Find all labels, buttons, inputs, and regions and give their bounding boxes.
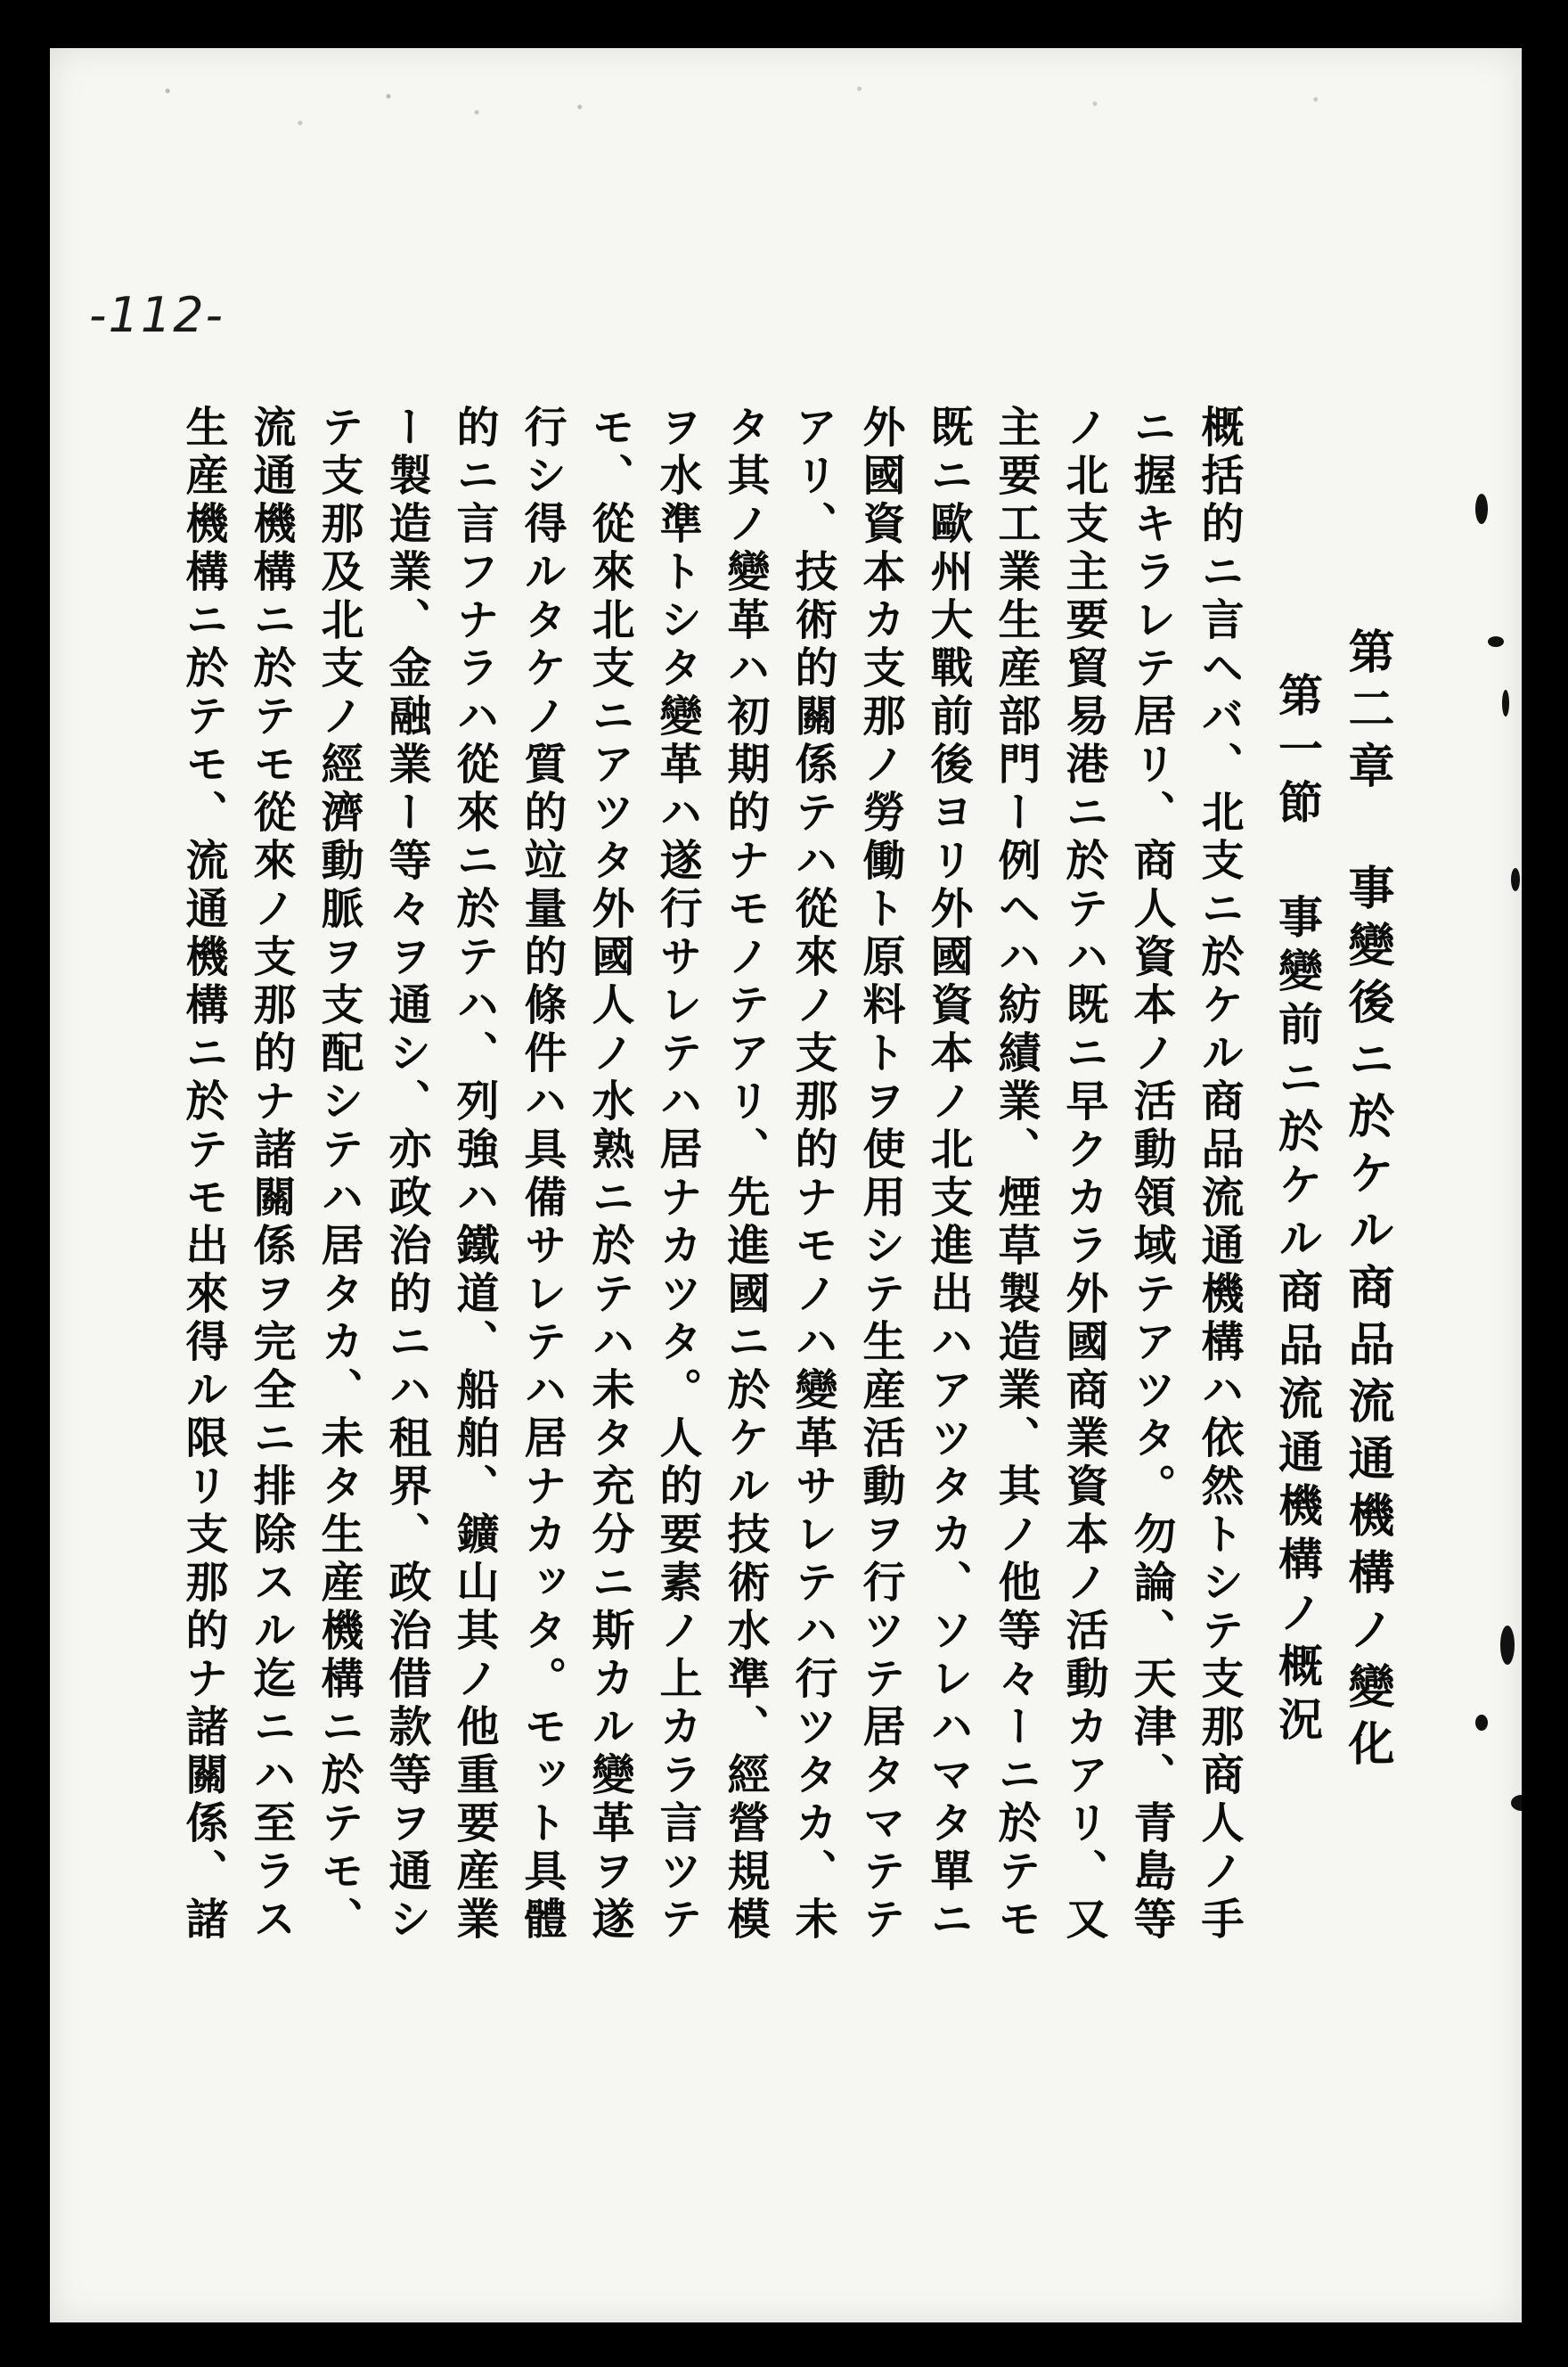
chapter-title: 第二章 事變後ニ於ケル商品流通機構ノ變化 <box>1340 627 1394 1776</box>
body-column-4: 主要工業生産部門ー例ヘハ紡績業、煙草製造業、其ノ他等々ーニ於テモ <box>991 405 1041 1945</box>
ink-blot <box>1475 494 1488 524</box>
body-column-14: テ支那及北支ノ經濟動脈ヲ支配シテハ居タカ、未タ生産機構ニ於テモ、 <box>314 405 363 1945</box>
ink-blot <box>1488 636 1504 647</box>
page-number: -112- <box>89 287 225 343</box>
body-column-10: モ、從來北支ニアツタ外國人ノ水熟ニ於テハ未タ充分ニ斯カル變革ヲ遂 <box>584 405 634 1945</box>
ink-blot <box>1502 690 1509 717</box>
ink-blot <box>1475 1715 1488 1731</box>
body-column-16: 生産機構ニ於テモ、流通機構ニ於テモ出來得ル限リ支那的ナ諸關係、諸 <box>178 405 228 1945</box>
body-column-15: 流通機構ニ於テモ從來ノ支那的ナ諸關係ヲ完全ニ排除スル迄ニハ至ラス <box>246 405 296 1945</box>
document-page <box>50 48 1522 2322</box>
body-column-3: ノ北支主要貿易港ニ於テハ既ニ早クカラ外國商業資本ノ活動カアリ、又 <box>1058 405 1108 1945</box>
body-column-9: ヲ水準トシタ變革ハ遂行サレテハ居ナカツタ。人的要素ノ上カラ言ツテ <box>652 405 702 1945</box>
section-title: 第一節 事變前ニ於ケル商品流通機構ノ概況 <box>1271 672 1324 1749</box>
body-column-7: アリ、技術的關係テハ從來ノ支那的ナモノハ變革サレテハ行ツタカ、未 <box>788 405 837 1945</box>
top-edge-speckle <box>50 48 1522 155</box>
ink-blot <box>1511 1795 1522 1811</box>
body-column-1: 概括的ニ言ヘバ、北支ニ於ケル商品流通機構ハ依然トシテ支那商人ノ手 <box>1194 405 1244 1945</box>
body-column-11: 行シ得ルタケノ質的竝量的條件ハ具備サレテハ居ナカッタ。モット具體 <box>517 405 567 1945</box>
body-column-5: 既ニ歐州大戰前後ヨリ外國資本ノ北支進出ハアツタカ、ソレハマタ單ニ <box>923 405 973 1945</box>
ink-blot <box>1511 868 1520 891</box>
ink-blot <box>1500 1626 1515 1665</box>
body-column-2: ニ握キラレテ居リ、商人資本ノ活動領域テアツタ。勿論、天津、青島等 <box>1126 405 1176 1945</box>
body-column-13: ー製造業、金融業ー等々ヲ通シ、亦政治的ニハ租界、政治借款等ヲ通シ <box>381 405 431 1945</box>
body-column-12: 的ニ言フナラハ從來ニ於テハ、列強ハ鐵道、船舶、鑛山其ノ他重要産業 <box>449 405 499 1945</box>
body-column-6: 外國資本カ支那ノ勞働ト原料トヲ使用シテ生産活動ヲ行ツテ居タマテテ <box>855 405 905 1945</box>
body-column-8: タ其ノ變革ハ初期的ナモノテアリ、先進國ニ於ケル技術水準、經營規模 <box>720 405 770 1945</box>
